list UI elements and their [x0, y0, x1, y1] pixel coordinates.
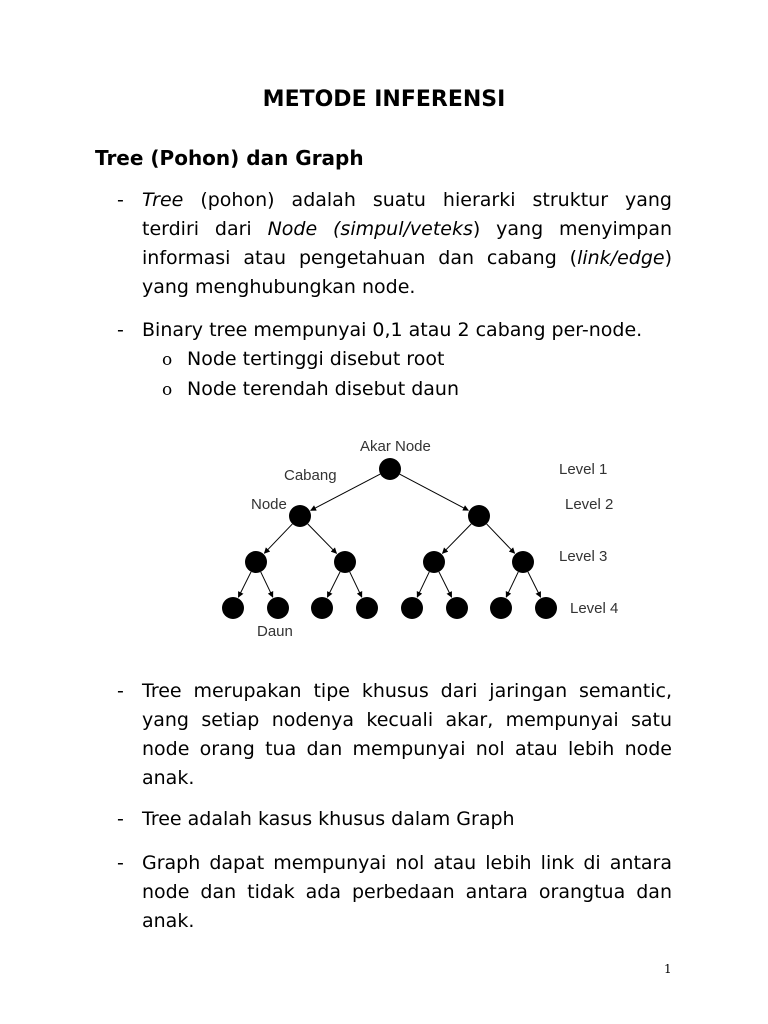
level-4-label: Level 4: [570, 600, 619, 617]
paragraph-special-case: [117, 805, 672, 834]
term-node: Node (simpul/veteks: [267, 218, 473, 240]
root-label: Akar Node: [360, 438, 431, 455]
bullet-icon: o: [162, 350, 173, 370]
tree-edge: [238, 572, 251, 597]
dash-marker: -: [117, 319, 124, 341]
page-number: 1: [664, 962, 672, 976]
tree-node-level-3: [245, 551, 267, 573]
dash-marker: -: [117, 189, 124, 211]
branch-label: Cabang: [284, 467, 337, 484]
tree-edge: [528, 572, 541, 597]
term-link-edge: link/edge: [577, 247, 665, 269]
tree-node-level-4: [356, 597, 378, 619]
leaf-label: Daun: [257, 623, 293, 640]
level-3-label: Level 3: [559, 548, 608, 565]
tree-node-level-3: [334, 551, 356, 573]
tree-edges: [238, 474, 540, 597]
page-title: METODE INFERENSI: [262, 87, 506, 112]
para5-last-line: anak.: [142, 910, 195, 932]
tree-node-level-1: [379, 458, 401, 480]
tree-node-level-4: [267, 597, 289, 619]
para4-text: Tree adalah kasus khusus dalam Graph: [142, 808, 515, 830]
list-item-text: Node terendah disebut daun: [187, 378, 459, 400]
dash-marker: -: [117, 680, 124, 702]
tree-node-level-4: [446, 597, 468, 619]
para1-line1-text: (pohon) adalah suatu hierarki struktur yang: [183, 189, 672, 211]
tree-node-level-2: [468, 505, 490, 527]
tree-edge: [439, 572, 452, 597]
para1-line2-post: ) yang menyimpan: [472, 218, 673, 240]
tree-edge: [264, 524, 292, 553]
tree-node-level-4: [401, 597, 423, 619]
tree-node-level-4: [222, 597, 244, 619]
para3-body: Tree merupakan tipe khusus dari jaringan semantic, yang setiap nodenya kecuali akar, mempunyai satu node orang tua dan mempunyai nol atau lebih node: [142, 680, 672, 760]
tree-edge: [417, 572, 429, 597]
dash-marker: -: [117, 808, 124, 830]
paragraph-graph: [117, 849, 672, 936]
tree-node-level-4: [311, 597, 333, 619]
level-1-label: Level 1: [559, 461, 608, 478]
tree-node-level-4: [535, 597, 557, 619]
para1-line3-post: ): [664, 247, 672, 269]
para3-last-line: anak.: [142, 767, 195, 789]
tree-node-level-4: [490, 597, 512, 619]
level-2-label: Level 2: [565, 496, 614, 513]
node-label: Node: [251, 496, 287, 513]
tree-edge: [327, 572, 340, 597]
para2-text: Binary tree mempunyai 0,1 atau 2 cabang per-node.: [142, 319, 643, 341]
tree-node-level-3: [423, 551, 445, 573]
para5-body: Graph dapat mempunyai nol atau lebih link di antara node dan tidak ada perbedaan antara orangtua dan: [142, 852, 672, 903]
para1-line4: yang menghubungkan node.: [142, 276, 416, 298]
para1-line3-pre: informasi atau pengetahuan dan cabang (: [142, 247, 578, 269]
tree-edge: [487, 524, 515, 553]
tree-edge: [261, 572, 273, 597]
bullet-icon: o: [162, 380, 173, 400]
tree-edge: [400, 474, 469, 510]
section-heading: Tree (Pohon) dan Graph: [95, 146, 364, 170]
paragraph-semantic-network: [117, 677, 672, 793]
term-tree: Tree: [142, 189, 184, 211]
dash-marker: -: [117, 852, 124, 874]
para1-line2-pre: terdiri dari: [142, 218, 268, 240]
tree-node-level-3: [512, 551, 534, 573]
list-item-text: Node tertinggi disebut root: [187, 348, 445, 370]
tree-edge: [506, 572, 518, 597]
tree-edge: [350, 572, 362, 597]
tree-edge: [442, 524, 471, 554]
tree-node-level-2: [289, 505, 311, 527]
tree-edge: [308, 524, 337, 554]
